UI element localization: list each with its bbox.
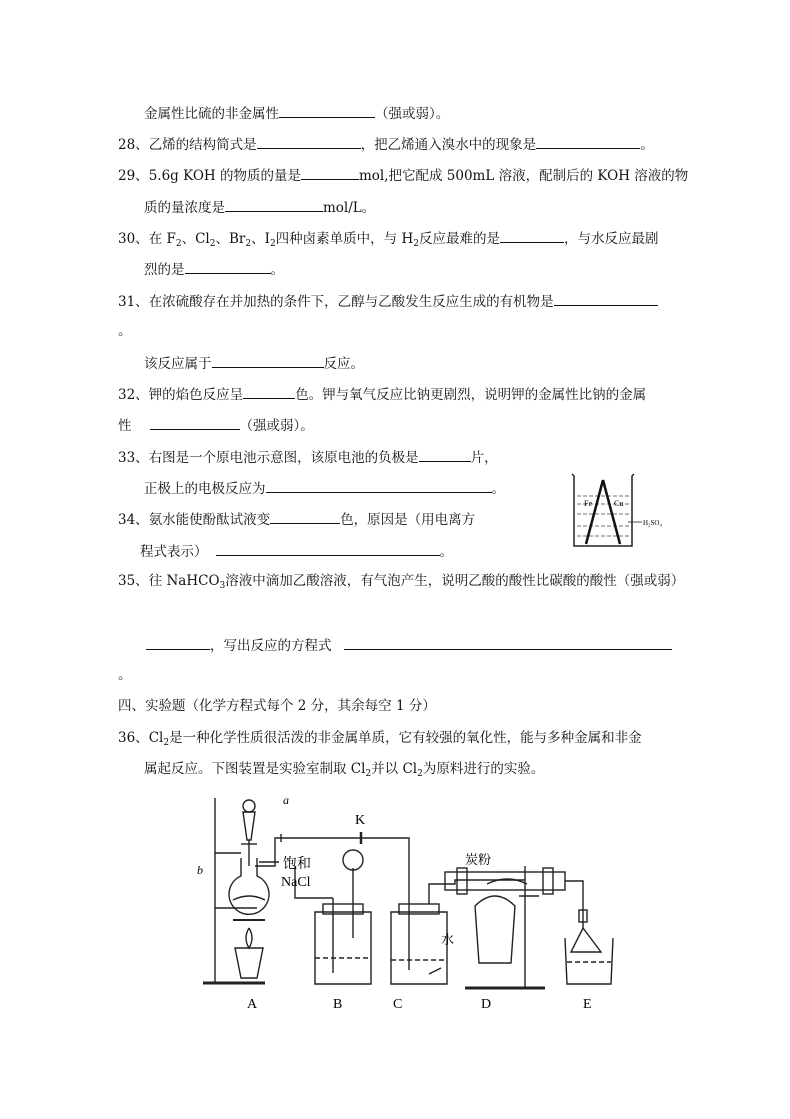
label-A: A [247,997,258,1012]
q32-line-2: 性 （强或弱）。 [118,415,314,435]
label-k: K [355,813,366,828]
q31-blank-2[interactable] [212,353,324,368]
label-C: C [393,997,403,1012]
q34-blank-2[interactable] [216,541,440,556]
q29-line-1: 29、5.6g KOH 的物质的量是 mol,把它配成 500mL 溶液，配制后的 KOH 溶液的物 [118,165,688,185]
beaker-e [565,938,613,984]
q29-blank-2[interactable] [225,197,323,212]
q27-line: 金属性比硫的非金属性 （强或弱）。 [144,103,449,123]
fe-label: Fe [584,499,592,508]
label-E: E [583,997,592,1012]
q35-line-1: 35、往 NaHCO$_3$溶液中滴加乙酸溶液，有气泡产生，说明乙酸的酸性比碳酸的酸性（强或弱） [118,573,685,591]
q30-line-2: 烈的是 。 [144,259,284,279]
q28-line: 28、乙烯的结构简式是 ，把乙烯通入溴水中的现象是 。 [118,134,654,154]
label-D: D [481,997,492,1012]
bottle-b [315,912,371,984]
q32-blank-1[interactable] [243,384,295,399]
label-water: 水 [441,933,455,948]
section-4-title: 四、实验题（化学方程式每个 2 分，其余每空 1 分） [118,698,436,714]
q29-line-2: 质的量浓度是 mol/L。 [144,197,375,217]
q28-blank-2[interactable] [536,134,640,149]
q30-line-1: 30、在 $F_2$、$Cl_2$、$Br_2$、$I_2$四种卤素单质中，与 $H_2$反应最难的是 ，与水反应最剧 [118,228,658,248]
galvanic-cell-figure [562,470,682,552]
q30-blank-1[interactable] [500,228,564,243]
q28-blank-1[interactable] [257,134,361,149]
label-carbon: 炭粉 [465,853,492,868]
q30-blank-2[interactable] [185,259,271,274]
q35-line-2: ，写出反应的方程式 [146,635,672,655]
label-a-small: a [283,793,289,807]
q36-line-2: 属起反应。下图装置是实验室制取 $Cl_2$并以 $Cl_2$为原料进行的实验。 [144,761,545,779]
q32-line-1: 32、钾的焰色反应呈 色。钾与氧气反应比钠更剧烈，说明钾的金属性比钠的金属 [118,384,646,404]
q33-line-1: 33、右图是一个原电池示意图，该原电池的负极是 片， [118,447,498,467]
label-b-small: b [197,863,203,877]
q31-line-3: 该反应属于 反应。 [144,353,364,373]
q33-blank-2[interactable] [266,478,492,493]
q29-blank-1[interactable] [301,165,359,180]
q31-line-2: 。 [118,323,132,339]
cu-label: Cu [614,499,624,508]
q34-blank-1[interactable] [270,509,340,524]
q35-line-3: 。 [118,667,132,683]
burner-d [475,896,515,963]
q34-line-2: 程式表示） 。 [140,541,453,561]
q34-line-1: 34、氨水能使酚酞试液变 色，原因是（用电离方 [118,509,475,529]
acid-label: H₂SO₄ [643,519,662,527]
q35-blank-2[interactable] [344,635,672,650]
q32-blank-2[interactable] [150,415,240,430]
q31-blank-1[interactable] [554,291,658,306]
q31-line-1: 31、在浓硫酸存在并加热的条件下，乙醇与乙酸发生反应生成的有机物是 [118,291,658,311]
q36-line-1: 36、$Cl_2$是一种化学性质很活泼的非金属单质，它有较强的氧化性，能与多种金属和非金 [118,730,642,748]
chlorine-apparatus-figure [195,788,615,1013]
fe-electrode [586,480,603,544]
label-B: B [333,997,343,1012]
q35-blank-1[interactable] [146,635,210,650]
q27-blank[interactable] [279,103,375,118]
burner-a [235,948,263,978]
funnel-top-a [243,800,255,812]
bottle-c [391,912,447,984]
tube-d [445,872,565,890]
label-nacl-1: 饱和 [283,856,311,872]
cu-electrode [603,480,620,544]
label-nacl-2: NaCl [281,875,311,890]
q33-line-2: 正极上的电极反应为 。 [144,478,505,498]
q33-blank-1[interactable] [419,447,471,462]
